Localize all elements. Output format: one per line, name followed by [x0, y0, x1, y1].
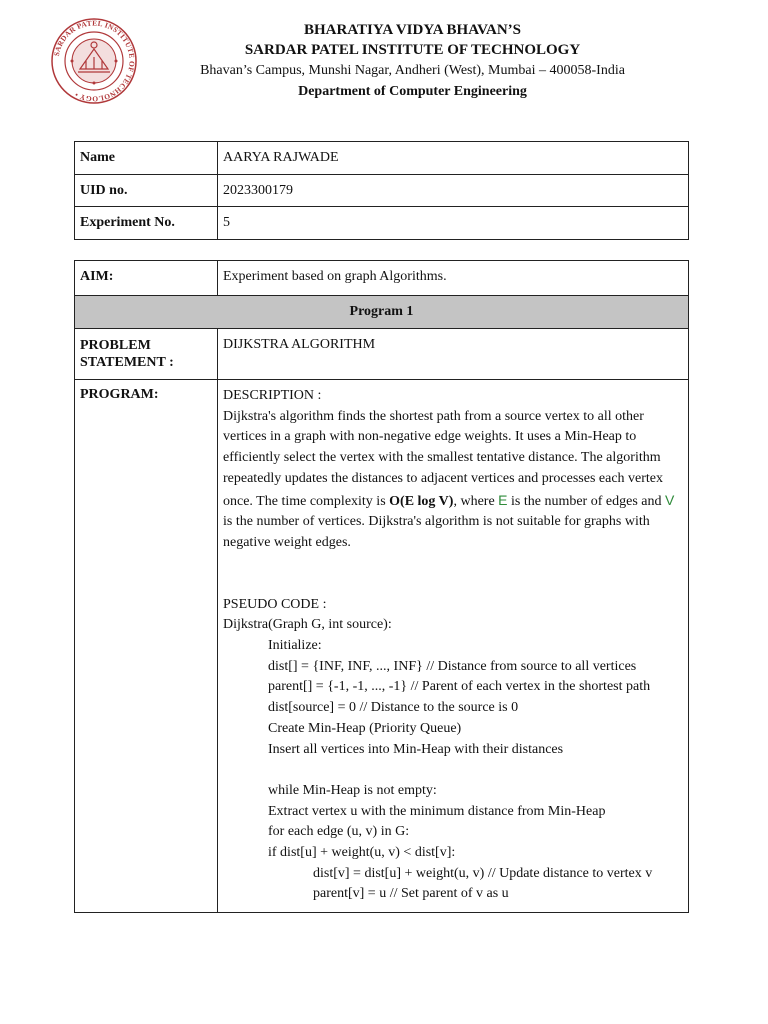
pseudo-code-block — [223, 615, 684, 905]
variable-e: E — [498, 491, 508, 508]
aim-row — [75, 261, 689, 296]
trust-name: BHARATIYA VIDYA BHAVAN’S — [303, 22, 522, 38]
description-text-2: , where — [453, 493, 499, 509]
experiment-number-value: 5 — [218, 207, 689, 240]
table-row — [75, 207, 689, 240]
spacer — [223, 554, 684, 595]
institute-logo — [50, 17, 138, 105]
pseudo-code-line: Extract vertex u with the minimum distance from Min-Heap — [268, 803, 606, 819]
institution-heading — [150, 20, 675, 102]
uid-value: 2023300179 — [218, 174, 689, 207]
table-row — [75, 142, 689, 175]
pseudo-code-line: while Min-Heap is not empty: — [268, 782, 437, 798]
pseudo-code-line: Dijkstra(Graph G, int source): — [223, 617, 392, 633]
pseudo-code-heading: PSEUDO CODE : — [223, 596, 327, 612]
name-label: Name — [75, 142, 218, 175]
experiment-number-label: Experiment No. — [75, 207, 218, 240]
description-paragraph — [223, 407, 684, 554]
problem-label-line1: PROBLEM — [80, 338, 151, 353]
pseudo-code-line — [223, 760, 684, 781]
pseudo-code-line: dist[v] = dist[u] + weight(u, v) // Update distance to vertex v — [313, 865, 653, 881]
institute-address: Bhavan’s Campus, Munshi Nagar, Andheri (West), Mumbai – 400058-India — [200, 63, 625, 78]
program-label: PROGRAM: — [75, 380, 218, 913]
uid-label: UID no. — [75, 174, 218, 207]
pseudo-code-line: Create Min-Heap (Priority Queue) — [268, 720, 462, 736]
pseudo-code-line: parent[v] = u // Set parent of v as u — [313, 886, 509, 902]
pseudo-code-line: dist[] = {INF, INF, ..., INF} // Distance from source to all vertices — [268, 658, 637, 674]
program-body — [218, 380, 689, 913]
student-info-table — [74, 141, 689, 240]
time-complexity: O(E log V) — [389, 493, 454, 509]
table-row — [75, 174, 689, 207]
problem-label-line2: STATEMENT : — [80, 355, 174, 370]
pseudo-code-line: parent[] = {-1, -1, ..., -1} // Parent of each vertex in the shortest path — [268, 679, 651, 695]
svg-text:SARDAR PATEL INSTITUTE OF TECH: SARDAR PATEL INSTITUTE OF TECHNOLOGY • — [51, 18, 137, 104]
pseudo-code-line: Initialize: — [268, 638, 322, 654]
institute-name: SARDAR PATEL INSTITUTE OF TECHNOLOGY — [244, 42, 581, 58]
experiment-table — [74, 260, 689, 913]
problem-statement-row — [75, 329, 689, 380]
description-heading: DESCRIPTION : — [223, 388, 322, 403]
pseudo-code-line: dist[source] = 0 // Distance to the source is 0 — [268, 700, 519, 716]
pseudo-code-line: if dist[u] + weight(u, v) < dist[v]: — [268, 845, 456, 861]
aim-label: AIM: — [75, 261, 218, 296]
department-name: Department of Computer Engineering — [298, 84, 527, 99]
problem-statement-label — [75, 329, 218, 380]
program-heading: Program 1 — [75, 296, 689, 329]
program-row — [75, 380, 689, 913]
letterhead — [0, 0, 768, 110]
pseudo-code-line: Insert all vertices into Min-Heap with their distances — [268, 741, 564, 757]
description-text-1: Dijkstra's algorithm finds the shortest path from a source vertex to all other vertices in a graph with non-negative edge weights. It uses a Min-Heap to efficiently select the vertex with the smallest tentative distance. The algorithm repeatedly updates the distances to adjacent vertices and processes each vertex once. The time complexity is — [223, 408, 664, 509]
pseudo-code-line: for each edge (u, v) in G: — [268, 824, 410, 840]
problem-statement-value: DIJKSTRA ALGORITHM — [218, 329, 689, 380]
variable-v: V — [664, 491, 675, 508]
description-text-4: is the number of vertices. Dijkstra's algorithm is not suitable for graphs with negative weight edges. — [223, 514, 650, 550]
name-value: AARYA RAJWADE — [218, 142, 689, 175]
program-heading-row — [75, 296, 689, 329]
aim-value: Experiment based on graph Algorithms. — [218, 261, 689, 296]
description-text-3: is the number of edges and — [507, 493, 665, 509]
